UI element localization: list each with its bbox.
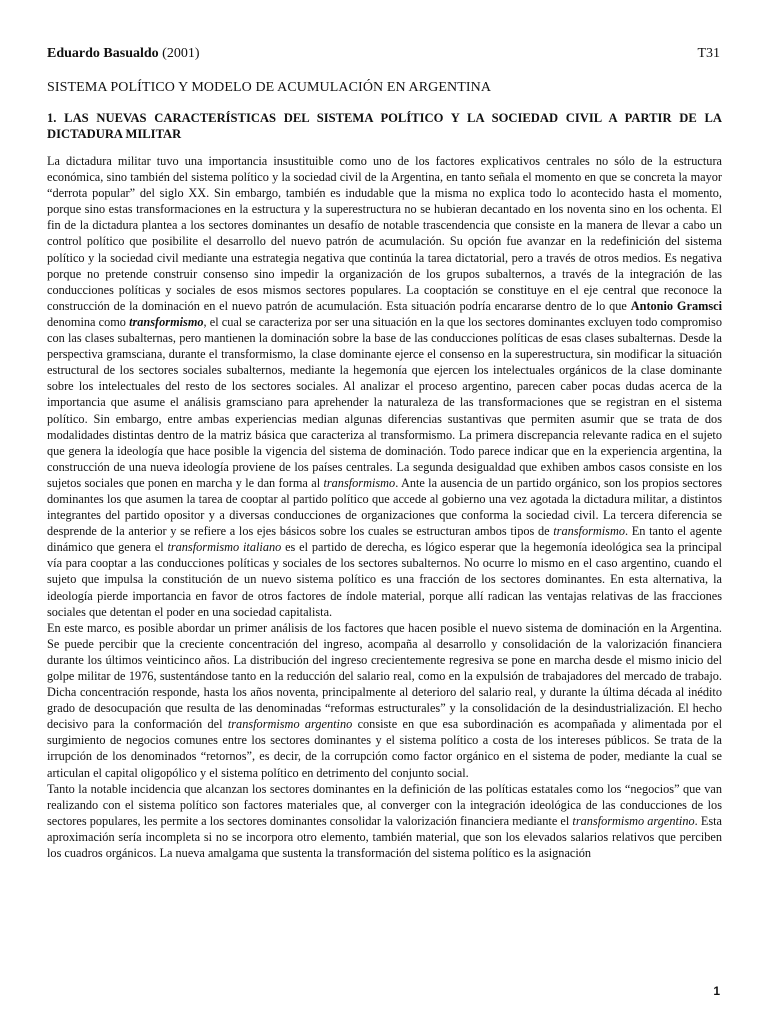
paragraph-3 [47, 781, 722, 861]
document-code: T31 [697, 46, 720, 61]
text-run: , el cual se caracteriza por ser una situación en la que los sectores dominantes excluyen todo compromiso con las clases subalternas, pero mantienen la dominación sobre la base de las conducciones políticas de esas clases subalternas. Desde la perspectiva gramsciana, durante el transformismo, la clase dominante ejerce el consenso en la superestructura, sin modificar la situación estructural de los sectores sociales subalternos, mediante la hegemonía que ejercen los intelectuales orgánicos de la clase dominante sobre los intelectuales del resto de los sectores sociales. Al analizar el proceso argentino, parecen caber pocas dudas acerca de la importancia que asume el análisis gramsciano para aprehender la naturaleza de las transformaciones que se registran en el sistema político. Sin embargo, entre ambas experiencias median algunas diferencias sustantivas que permiten asumir que se trata de dos modalidades distintas dentro de la matriz básica que caracteriza al transformismo. La primera discrepancia relevante radica en el sujeto que genera la ideología que hace posible la vigencia del sistema de dominación. Todo parece indicar que en la experiencia argentina, la construcción de una nueva ideología proviene de los países centrales. La segunda desigualdad que exhiben ambos casos consiste en los sujetos sociales que ponen en marcha y le dan forma al [47, 314, 722, 490]
paragraph-1 [47, 153, 722, 620]
author-line [47, 46, 200, 62]
emphasis-term: transformismo argentino [572, 813, 695, 828]
publication-year: (2001) [162, 46, 200, 61]
emphasis-term: transformismo [129, 314, 204, 329]
emphasis-term: transformismo [323, 475, 396, 490]
body-text [47, 153, 722, 861]
section-heading: 1. LAS NUEVAS CARACTERÍSTICAS DEL SISTEMA POLÍTICO Y LA SOCIEDAD CIVIL A PARTIR DE LA DICTADURA MILITAR [47, 111, 722, 141]
page-number: 1 [713, 984, 720, 998]
text-run: La dictadura militar tuvo una importancia insustituible como uno de los factores explicativos centrales no sólo de la estructura económica, sino también del sistema político y la sociedad civil de la Argentina, en tanto señala el momento en que se concreta la mayor “derrota popular” del siglo XX. Sin embargo, también es indudable que la misma no explica todo lo acontecido hasta el momento, porque sino estas transformaciones en la estructura y la superestructura no se hubieran decantado en los noventa sino en los ochenta. El fin de la dictadura plantea a los sectores dominantes un desafío de notable trascendencia que consiste en la manera de llevar a cabo un control político que posibilite el desarrollo del nuevo patrón de acumulación. Su opción fue avanzar en la redefinición del sistema político y la sociedad civil mediante una estrategia negativa que continúa la tarea dictatorial, pero a través de otros medios. Es negativa porque no pretende construir consenso sino impedir la organización de los grupos subalternos, a través de la integración de las conducciones políticas y sociales de esos mismos sectores populares. La cooptación se constituye en el eje central que reconoce la construcción de la dominación en el nuevo patrón de acumulación. Esta situación podría encararse dentro de lo que [47, 154, 722, 313]
text-run: . Ante la ausencia de un partido orgánico, son los propios sectores dominantes los que asumen la tarea de cooptar al partido político que accede al gobierno una vez agotada la dictadura militar, a distintos integrantes del partido opositor y a diversas conducciones de organizaciones que conforma la sociedad civil. La tercera diferencia se desprende de la anterior y se refiere a los ejes básicos sobre los cuales se estructuran ambos tipos de [47, 475, 722, 539]
text-run: . Esta aproximación sería incompleta si no se incorpora otro elemento, también material, que son los elevados salarios relativos que perciben los cuadros orgánicos. La nueva amalgama que sustenta la transformación del sistema político es la asignación [47, 813, 723, 861]
paragraph-2 [47, 620, 722, 781]
text-run: Tanto la notable incidencia que alcanzan los sectores dominantes en la definición de las políticas estatales como los “negocios” que van realizando con el sistema político son factores materiales que, al converger con la integración ideológica de las conducciones de los sectores populares, les permite a los sectores dominantes consolidar la valorización financiera mediante el [47, 781, 722, 828]
author-reference: Antonio Gramsci [630, 298, 723, 313]
document-title: SISTEMA POLÍTICO Y MODELO DE ACUMULACIÓN EN ARGENTINA [47, 80, 492, 95]
text-run: es el partido de derecha, es lógico esperar que la hegemonía ideológica sea la principal vía para cooptar a las conducciones políticas y sociales de los sectores subalternos. No ocurre lo mismo en el caso argentino, cuando el sujeto que impulsa la constitución de un nuevo sistema político es una fracción de los sectores dominantes. En esta alternativa, la ideología pierde importancia en favor de otros factores de índole material, porque allí radican las ventajas relativas de las fracciones sociales que detentan el poder en una sociedad capitalista. [47, 540, 722, 619]
author-name: Eduardo Basualdo [47, 46, 159, 61]
emphasis-term: transformismo argentino [227, 717, 353, 732]
text-run: . En tanto el agente dinámico que genera el [47, 524, 722, 555]
text-run: denomina como [47, 314, 130, 329]
emphasis-term: transformismo italiano [167, 540, 282, 555]
emphasis-term: transformismo [553, 524, 625, 539]
text-run: En este marco, es posible abordar un primer análisis de los factores que hacen posible el nuevo sistema de dominación en la Argentina. Se puede percibir que la creciente concentración del ingreso, acompaña al desarrollo y consolidación de la valorización financiera durante los últimos veinticinco años. La distribución del ingreso crecientemente regresiva se pone en marcha desde el mismo inicio del golpe militar de 1976, sustentándose tanto en la reducción del salario real, como en la expulsión de trabajadores del mercado de trabajo. Dicha concentración responde, hasta los años noventa, principalmente al deterioro del salario real, y durante la última década al inédito grado de desocupación que resulta de las denominadas “reformas estructurales” y la consolidación de la desindustrialización. El hecho decisivo para la conformación del [47, 620, 722, 732]
text-run: consiste en que esa subordinación es acompañada y alimentada por el surgimiento de negocios comunes entre los sectores dominantes y el sistema político a costa de los intereses públicos. Se trata de la irrupción de los denominados “retornos”, es decir, de la corrupción como factor orgánico en el sistema de poder, mediante la cual se articulan el capital oligopólico y el sistema político en detrimento del conjunto social. [47, 717, 722, 780]
